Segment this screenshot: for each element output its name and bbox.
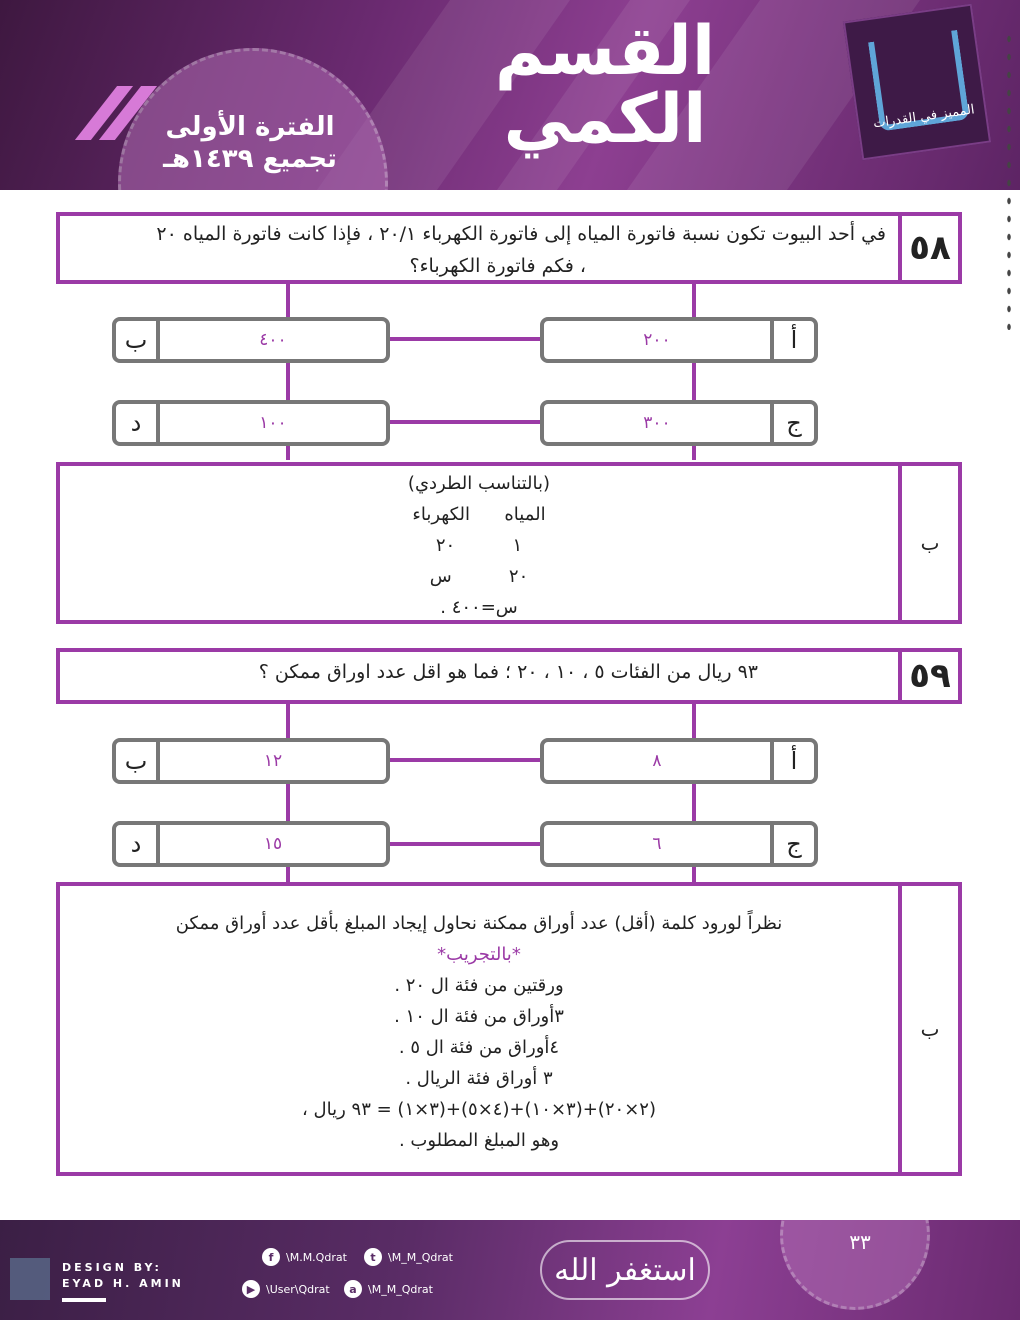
question-box-58 bbox=[56, 212, 962, 284]
option-value: ٨ bbox=[652, 751, 662, 771]
option-value: ١٥ bbox=[263, 834, 283, 854]
social-ask[interactable] bbox=[344, 1280, 433, 1298]
social-handle: \M_M_Qdrat bbox=[388, 1250, 453, 1264]
question-text bbox=[66, 218, 886, 282]
option-b[interactable] bbox=[112, 738, 390, 784]
connector-line bbox=[388, 842, 542, 846]
option-letter: أ bbox=[770, 742, 814, 780]
solution-line: س=٤٠٠ . bbox=[440, 597, 518, 618]
page-header bbox=[0, 0, 1020, 190]
facebook-icon: f bbox=[262, 1248, 280, 1266]
design-credit-line: EYAD H. AMIN bbox=[62, 1277, 184, 1290]
option-value: ١٠٠ bbox=[259, 413, 287, 433]
page-number: ٣٣ bbox=[849, 1230, 871, 1254]
option-letter: ج bbox=[770, 404, 814, 442]
option-value: ٤٠٠ bbox=[259, 330, 287, 350]
design-credit-line: DESIGN BY: bbox=[62, 1261, 162, 1274]
connector-line bbox=[388, 758, 542, 762]
solution-line: ٢٠ س bbox=[429, 566, 529, 587]
option-d[interactable] bbox=[112, 400, 390, 446]
page-footer bbox=[0, 1220, 1020, 1320]
option-value: ٣٠٠ bbox=[643, 413, 671, 433]
question-text-line: في أحد البيوت تكون نسبة فاتورة المياه إلى فاتورة الكهرباء ٢٠/١ ، فإذا كانت فاتورة المياه ٢٠ bbox=[156, 223, 886, 245]
option-c[interactable] bbox=[540, 400, 818, 446]
solution-line: وهو المبلغ المطلوب . bbox=[398, 1130, 560, 1151]
option-b[interactable] bbox=[112, 317, 390, 363]
option-letter: ج bbox=[770, 825, 814, 863]
section-title-line2: الكمي bbox=[503, 80, 707, 159]
option-letter: د bbox=[116, 404, 160, 442]
connector-line bbox=[388, 420, 542, 424]
solution-text bbox=[60, 908, 898, 1156]
social-handle: \M.M.Qdrat bbox=[286, 1250, 347, 1264]
option-value: ١٢ bbox=[263, 751, 283, 771]
social-twitter[interactable] bbox=[364, 1248, 453, 1266]
logo-text: المميز في القدرات bbox=[872, 102, 976, 132]
question-number: ٥٨ bbox=[898, 216, 958, 280]
option-letter: ب bbox=[116, 321, 160, 359]
design-credit bbox=[62, 1260, 184, 1292]
solution-text bbox=[60, 468, 898, 623]
calligraphy-badge: استغفر الله bbox=[540, 1240, 710, 1300]
period-title: الفترة الأولى bbox=[165, 112, 335, 142]
ask-icon: a bbox=[344, 1280, 362, 1298]
solution-line: ٣أوراق من فئة ال ١٠ . bbox=[394, 1006, 564, 1027]
solution-line: ٣ أوراق فئة الريال . bbox=[405, 1068, 553, 1089]
dots-decoration bbox=[1004, 30, 1014, 330]
social-handle: \User\Qdrat bbox=[266, 1282, 330, 1296]
option-value: ٦ bbox=[652, 834, 662, 854]
social-youtube[interactable] bbox=[242, 1280, 330, 1298]
question-text-line: ، فكم فاتورة الكهرباء؟ bbox=[409, 255, 586, 277]
option-d[interactable] bbox=[112, 821, 390, 867]
answer-letter: ب bbox=[898, 466, 958, 620]
header-bars-decoration bbox=[86, 86, 146, 146]
question-text: ٩٣ ريال من الفئات ٥ ، ١٠ ، ٢٠ ؛ فما هو اقل عدد اوراق ممكن ؟ bbox=[258, 661, 758, 683]
option-letter: ب bbox=[116, 742, 160, 780]
solution-line: ٤أوراق من فئة ال ٥ . bbox=[398, 1037, 560, 1058]
question-box-59 bbox=[56, 648, 962, 704]
youtube-icon: ▶ bbox=[242, 1280, 260, 1298]
social-handle: \M_M_Qdrat bbox=[368, 1282, 433, 1296]
question-number: ٥٩ bbox=[898, 652, 958, 700]
option-letter: أ bbox=[770, 321, 814, 359]
solution-line: (بالتناسب الطردي) bbox=[407, 473, 551, 494]
solution-line: ورقتين من فئة ال ٢٠ . bbox=[394, 975, 564, 996]
social-facebook[interactable] bbox=[262, 1248, 347, 1266]
option-a[interactable] bbox=[540, 317, 818, 363]
answer-box-58 bbox=[56, 462, 962, 624]
period-subtitle: تجميع ١٤٣٩هـ bbox=[163, 144, 337, 174]
solution-line-highlight: *بالتجريب* bbox=[437, 944, 521, 965]
answer-letter: ب bbox=[898, 886, 958, 1172]
section-title-line1: القسم bbox=[494, 12, 716, 91]
solution-line: نظراً لورود كلمة (أقل) عدد أوراق ممكنة نحاول إيجاد المبلغ بأقل عدد أوراق ممكن bbox=[175, 913, 783, 934]
logo bbox=[843, 4, 991, 161]
option-letter: د bbox=[116, 825, 160, 863]
connector-line bbox=[388, 337, 542, 341]
twitter-icon: t bbox=[364, 1248, 382, 1266]
section-title bbox=[420, 12, 790, 159]
option-value: ٢٠٠ bbox=[643, 330, 671, 350]
answer-box-59 bbox=[56, 882, 962, 1176]
solution-line: (٢×٢٠)+(٣×١٠)+(٤×٥)+(٣×١) = ٩٣ ريال ، bbox=[302, 1099, 656, 1120]
solution-line: ١ ٢٠ bbox=[435, 535, 523, 556]
solution-line: المياه الكهرباء bbox=[412, 504, 546, 525]
option-c[interactable] bbox=[540, 821, 818, 867]
signature-logo bbox=[10, 1258, 50, 1300]
option-a[interactable] bbox=[540, 738, 818, 784]
design-underline bbox=[62, 1298, 106, 1302]
